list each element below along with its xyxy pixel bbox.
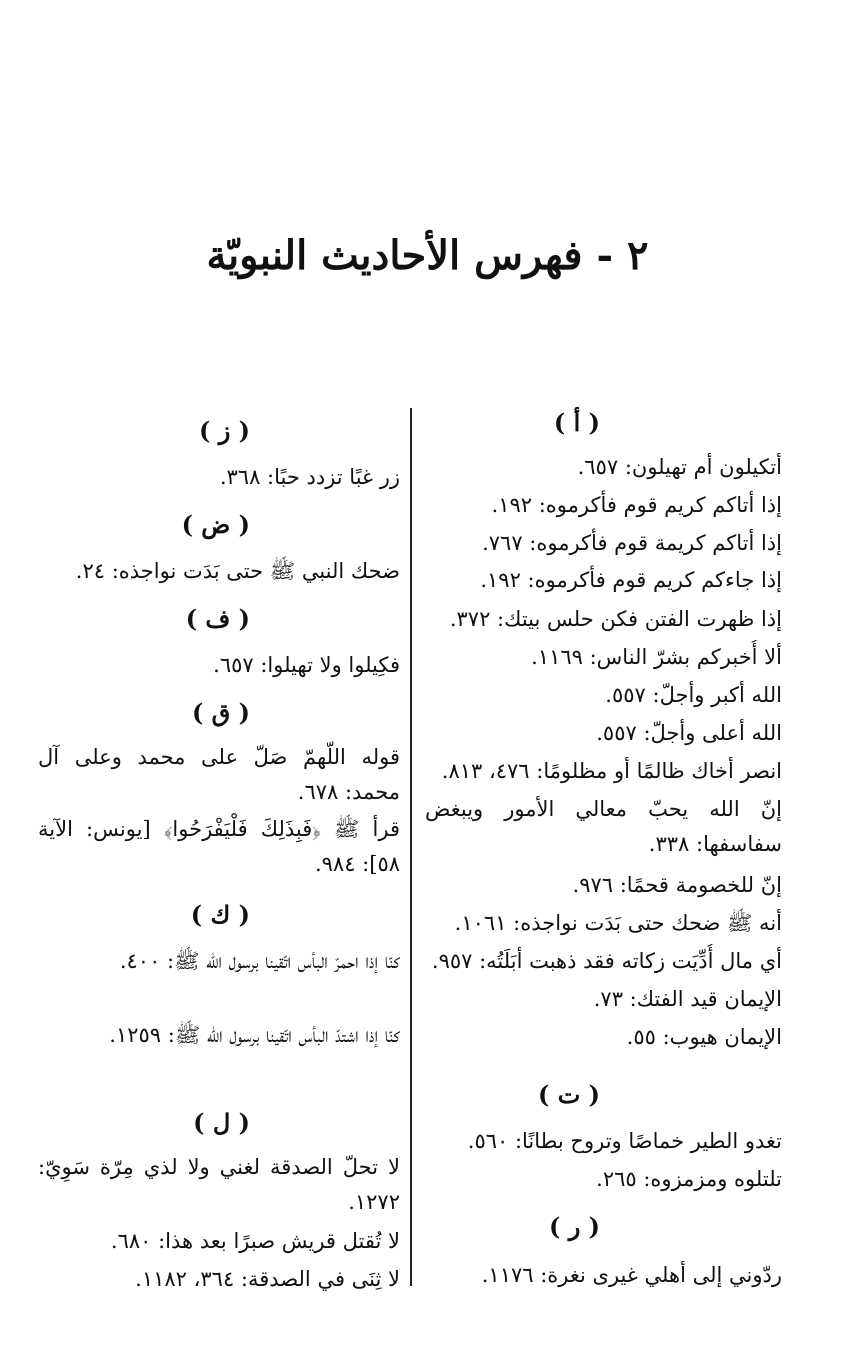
section-letter-qaf: ( ق ) [191, 698, 250, 727]
index-entry: ردّوني إلى أهلي غيرى نغرة: ١١٧٦. [481, 1263, 782, 1287]
section-letter-lam: ( ل ) [193, 1108, 250, 1137]
index-entry: زر غبًا تزدد حبًا: ٣٦٨. [219, 465, 400, 489]
index-entry: انصر أخاك ظالمًا أو مظلومًا: ٤٧٦، ٨١٣. [441, 759, 782, 783]
section-letter-fa: ( ف ) [185, 604, 250, 633]
column-divider [410, 408, 412, 1286]
index-entry: ألا أُخبركم بشرّ الناس: ١١٦٩. [531, 645, 782, 669]
index-entry: فكِيلوا ولا تهيلوا: ٦٥٧. [213, 653, 400, 677]
index-entry: الله أعلى وأجلّ: ٥٥٧. [596, 721, 782, 745]
section-letter-alif: ( أ ) [553, 408, 600, 437]
section-letter-dad: ( ض ) [181, 510, 250, 539]
index-entry: إذا ظهرت الفتن فكن حلس بيتك: ٣٧٢. [449, 607, 782, 631]
index-entry: الإيمان هيوب: ٥٥. [626, 1025, 782, 1049]
section-letter-ra: ( ر ) [548, 1212, 600, 1241]
index-entry: الله أكبر وأجلّ: ٥٥٧. [605, 683, 782, 707]
index-entry: ضحك النبي ﷺ حتى بَدَت نواجذه: ٢٤. [75, 559, 400, 583]
index-entry: أي مال أُدِّيَت زكاته فقد ذهبت أبَلَتُه: ٩٥٧. [431, 949, 782, 973]
index-entry: لا ثِنَى في الصدقة: ٣٦٤، ١١٨٢. [135, 1267, 400, 1291]
index-entry: تلتلوه ومزمزوه: ٢٦٥. [596, 1167, 782, 1191]
index-entry: إذا أتاكم كريمة قوم فأكرموه: ٧٦٧. [482, 531, 782, 555]
index-entry: إذا جاءكم كريم قوم فأكرموه: ١٩٢. [480, 568, 782, 592]
index-entry: لا تحلّ الصدقة لغني ولا لذي مِرّة سَوِيّ: ١٢٧٢. [38, 1155, 400, 1214]
section-letter-kaf: ( ك ) [190, 900, 250, 929]
index-entry: قوله اللّهمّ صَلّ على محمد وعلى آل محمد: ٦٧٨. [38, 745, 400, 804]
index-entry: إذا أتاكم كريم قوم فأكرموه: ١٩٢. [491, 493, 782, 517]
index-entry: قرأ ﷺ ﴿فَبِذَلِكَ فَلْيَفْرَحُوا﴾ [يونس: الآية ٥٨]: ٩٨٤. [38, 817, 400, 876]
index-entry: أنه ﷺ ضحك حتى بَدَت نواجذه: ١٠٦١. [454, 911, 782, 935]
index-entry: كنّا إذا اشتدّ البأس اتّقينا برسول الله ﷺ: ١٢٥٩. [109, 1023, 400, 1047]
index-entry: الإيمان قيد الفتك: ٧٣. [593, 987, 782, 1011]
section-letter-ta: ( ت ) [537, 1080, 600, 1109]
index-entry: تغدو الطير خماصًا وتروح بطانًا: ٥٦٠. [467, 1129, 782, 1153]
index-entry: لا تُقتل قريش صبرًا بعد هذا: ٦٨٠. [110, 1229, 400, 1253]
index-entry: إنّ الله يحبّ معالي الأمور ويبغض سفاسفها: ٣٣٨. [425, 797, 782, 856]
index-entry: إنّ للخصومة قحمًا: ٩٧٦. [572, 873, 782, 897]
index-entry: أتكيلون أم تهيلون: ٦٥٧. [577, 455, 782, 479]
section-letter-zay: ( ز ) [198, 416, 250, 445]
index-entry: كنّا إذا احمرّ البأس اتّقينا برسول الله ﷺ: ٤٠٠. [119, 949, 400, 973]
page-title: ٢ - فهرس الأحاديث النبويّة [206, 232, 649, 279]
